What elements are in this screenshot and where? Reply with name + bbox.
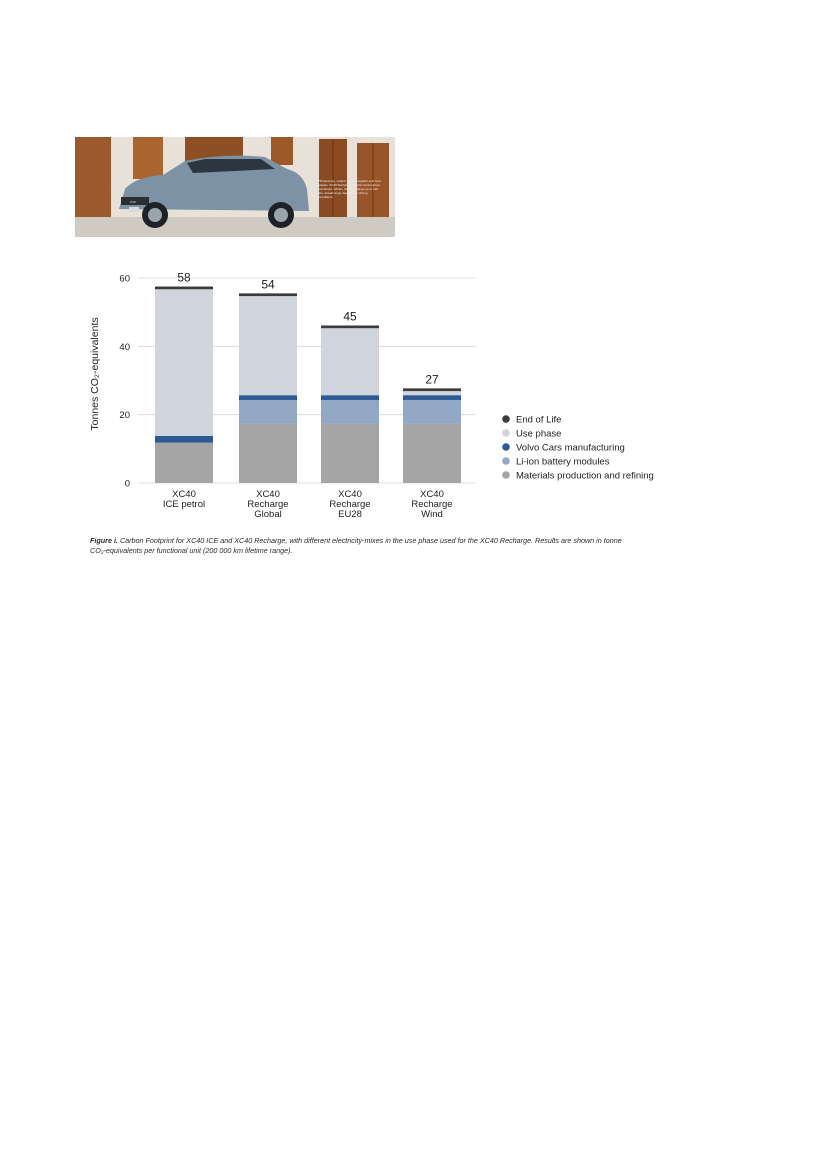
bar-segment [155, 289, 213, 436]
y-tick-labels [119, 274, 130, 490]
x-tick-label: Global [254, 509, 282, 520]
legend-label: Volvo Cars manufacturing [516, 442, 625, 454]
bar-segment [239, 400, 297, 424]
legend-marker [502, 457, 510, 465]
x-tick-label: Wind [421, 509, 443, 520]
photo-overlay-text: *Preliminary, subject to homologation and final values. XC40 Recharge. Electric consumption, combined, Wh/km (WLTP). Range up to 418 km. Actual range depends on driving conditions. [319, 179, 381, 199]
legend-marker [502, 443, 510, 451]
x-tick-label: XC40 [172, 489, 196, 500]
total-label: 54 [261, 277, 275, 292]
bar-segment [155, 287, 213, 290]
y-tick-label: 20 [119, 410, 130, 422]
bar-segment [321, 395, 379, 400]
total-labels [177, 271, 439, 387]
bar-segment [155, 443, 213, 483]
x-tick-labels [163, 489, 453, 520]
caption-lead: Figure i. [90, 536, 118, 545]
bar-segment [403, 391, 461, 395]
legend-marker [502, 415, 510, 423]
bar-segment [321, 328, 379, 395]
total-label: 58 [177, 270, 191, 285]
caption-text: Carbon Footprint for XC40 ICE and XC40 Recharge, with different electricity-mixes in the use phase used for the XC40 Recharge. Results are shown in tonne CO₂-equivalents per functional unit (200 000 km lifetime range). [90, 536, 622, 555]
x-tick-label: XC40 [420, 489, 444, 500]
x-tick-label: ICE petrol [162, 499, 206, 510]
legend-marker [502, 471, 510, 479]
bar-segment [403, 395, 461, 400]
legend-marker [502, 429, 510, 437]
x-tick-label: Recharge [247, 499, 289, 510]
y-axis-label: Tonnes CO₂-equivalents [89, 317, 101, 431]
x-tick-label: Recharge [329, 499, 371, 510]
total-label: 27 [425, 372, 439, 387]
photo-badge: C40 [130, 200, 136, 204]
y-tick-label: 0 [124, 478, 130, 490]
legend-label: End of Life [516, 414, 562, 426]
bar-segment [321, 400, 379, 424]
x-tick-label: XC40 [338, 489, 362, 500]
total-label: 45 [343, 309, 357, 324]
bar-segment [321, 325, 379, 328]
bar-segment [403, 388, 461, 391]
bar-segment [403, 400, 461, 424]
bar-segment [239, 395, 297, 400]
bar-segment [155, 436, 213, 443]
figure-caption [90, 536, 630, 556]
bar-segment [403, 424, 461, 483]
bar-segment [239, 424, 297, 483]
bar-segment [321, 424, 379, 483]
y-tick-label: 60 [119, 273, 130, 285]
y-tick-label: 40 [119, 341, 130, 353]
x-tick-label: XC40 [256, 489, 280, 500]
x-tick-label: EU28 [338, 509, 362, 520]
bar-segment [239, 293, 297, 296]
legend-label: Li-ion battery modules [516, 456, 610, 468]
legend-label: Materials production and refining [516, 470, 654, 482]
legend [502, 415, 654, 482]
bars [155, 287, 461, 483]
legend-label: Use phase [516, 428, 562, 440]
x-tick-label: Recharge [411, 499, 453, 510]
bar-segment [239, 296, 297, 395]
